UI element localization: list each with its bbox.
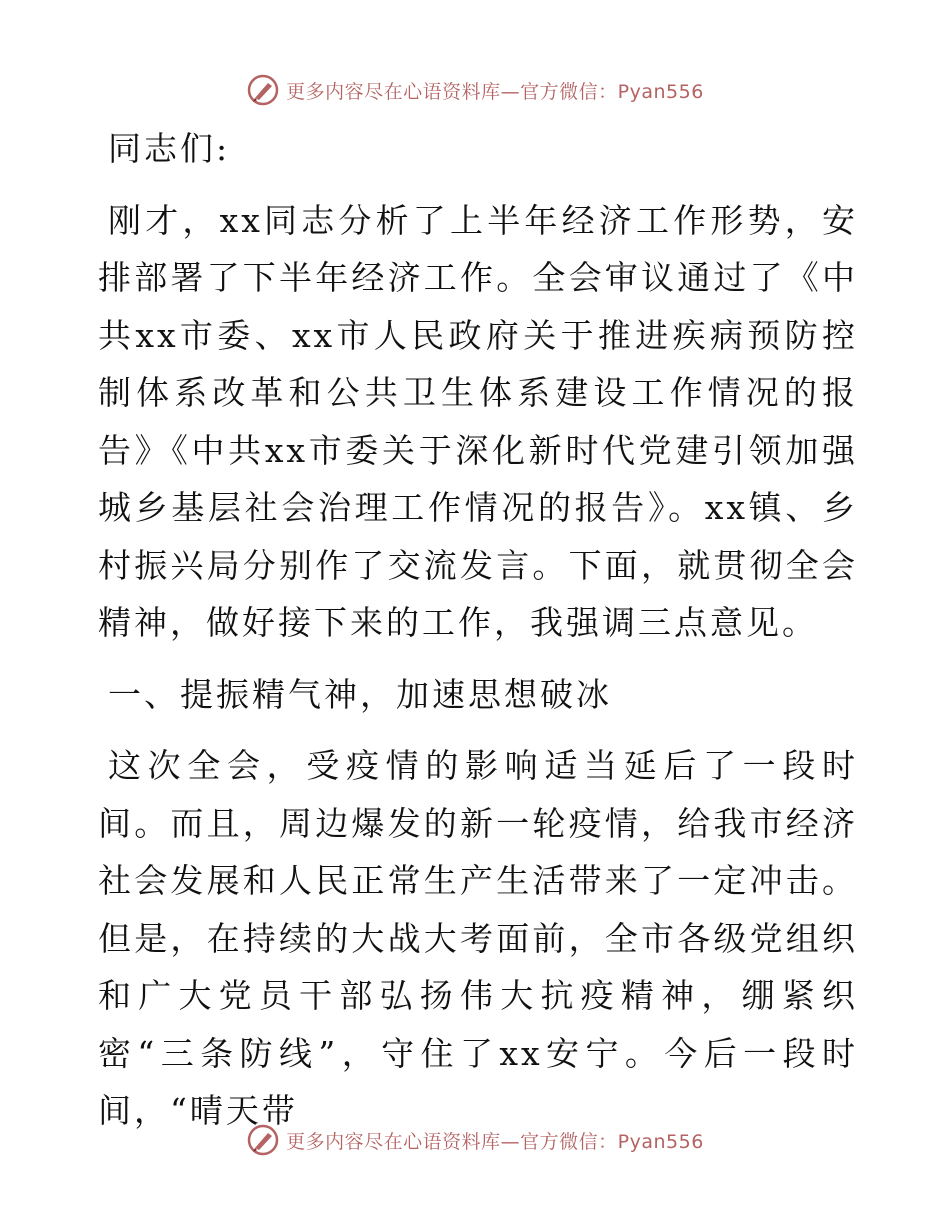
pen-logo-icon	[246, 73, 280, 107]
document-body	[98, 120, 858, 1140]
salutation: 同志们:	[108, 129, 231, 168]
pen-logo-icon	[246, 1123, 280, 1157]
footer-watermark	[0, 1120, 950, 1160]
paragraph-opening: 刚才，xx同志分析了上半年经济工作形势，安排部署了下半年经济工作。全会审议通过了《中共xx市委、xx市人民政府关于推进疾病预防控制体系改革和公共卫生体系建设工作情况的报告》《中共xx市委关于深化新时代党建引领加强城乡基层社会治理工作情况的报告》。xx镇、乡村振兴局分别作了交流发言。下面，就贯彻全会精神，做好接下来的工作，我强调三点意见。	[98, 200, 858, 642]
paragraph-section-one: 这次全会，受疫情的影响适当延后了一段时间。而且，周边爆发的新一轮疫情，给我市经济社会发展和人民正常生产生活带来了一定冲击。但是，在持续的大战大考面前，全市各级党组织和广大党员干部弘扬伟大抗疫精神，绷紧织密“三条防线”，守住了xx安宁。今后一段时间，“晴天带	[98, 746, 858, 1130]
watermark-text: 更多内容尽在心语资料库—官方微信：Pyan556	[286, 1130, 704, 1153]
watermark-text: 更多内容尽在心语资料库—官方微信：Pyan556	[286, 80, 704, 103]
header-watermark	[0, 70, 950, 110]
section-heading: 一、提振精气神，加速思想破冰	[108, 674, 612, 714]
